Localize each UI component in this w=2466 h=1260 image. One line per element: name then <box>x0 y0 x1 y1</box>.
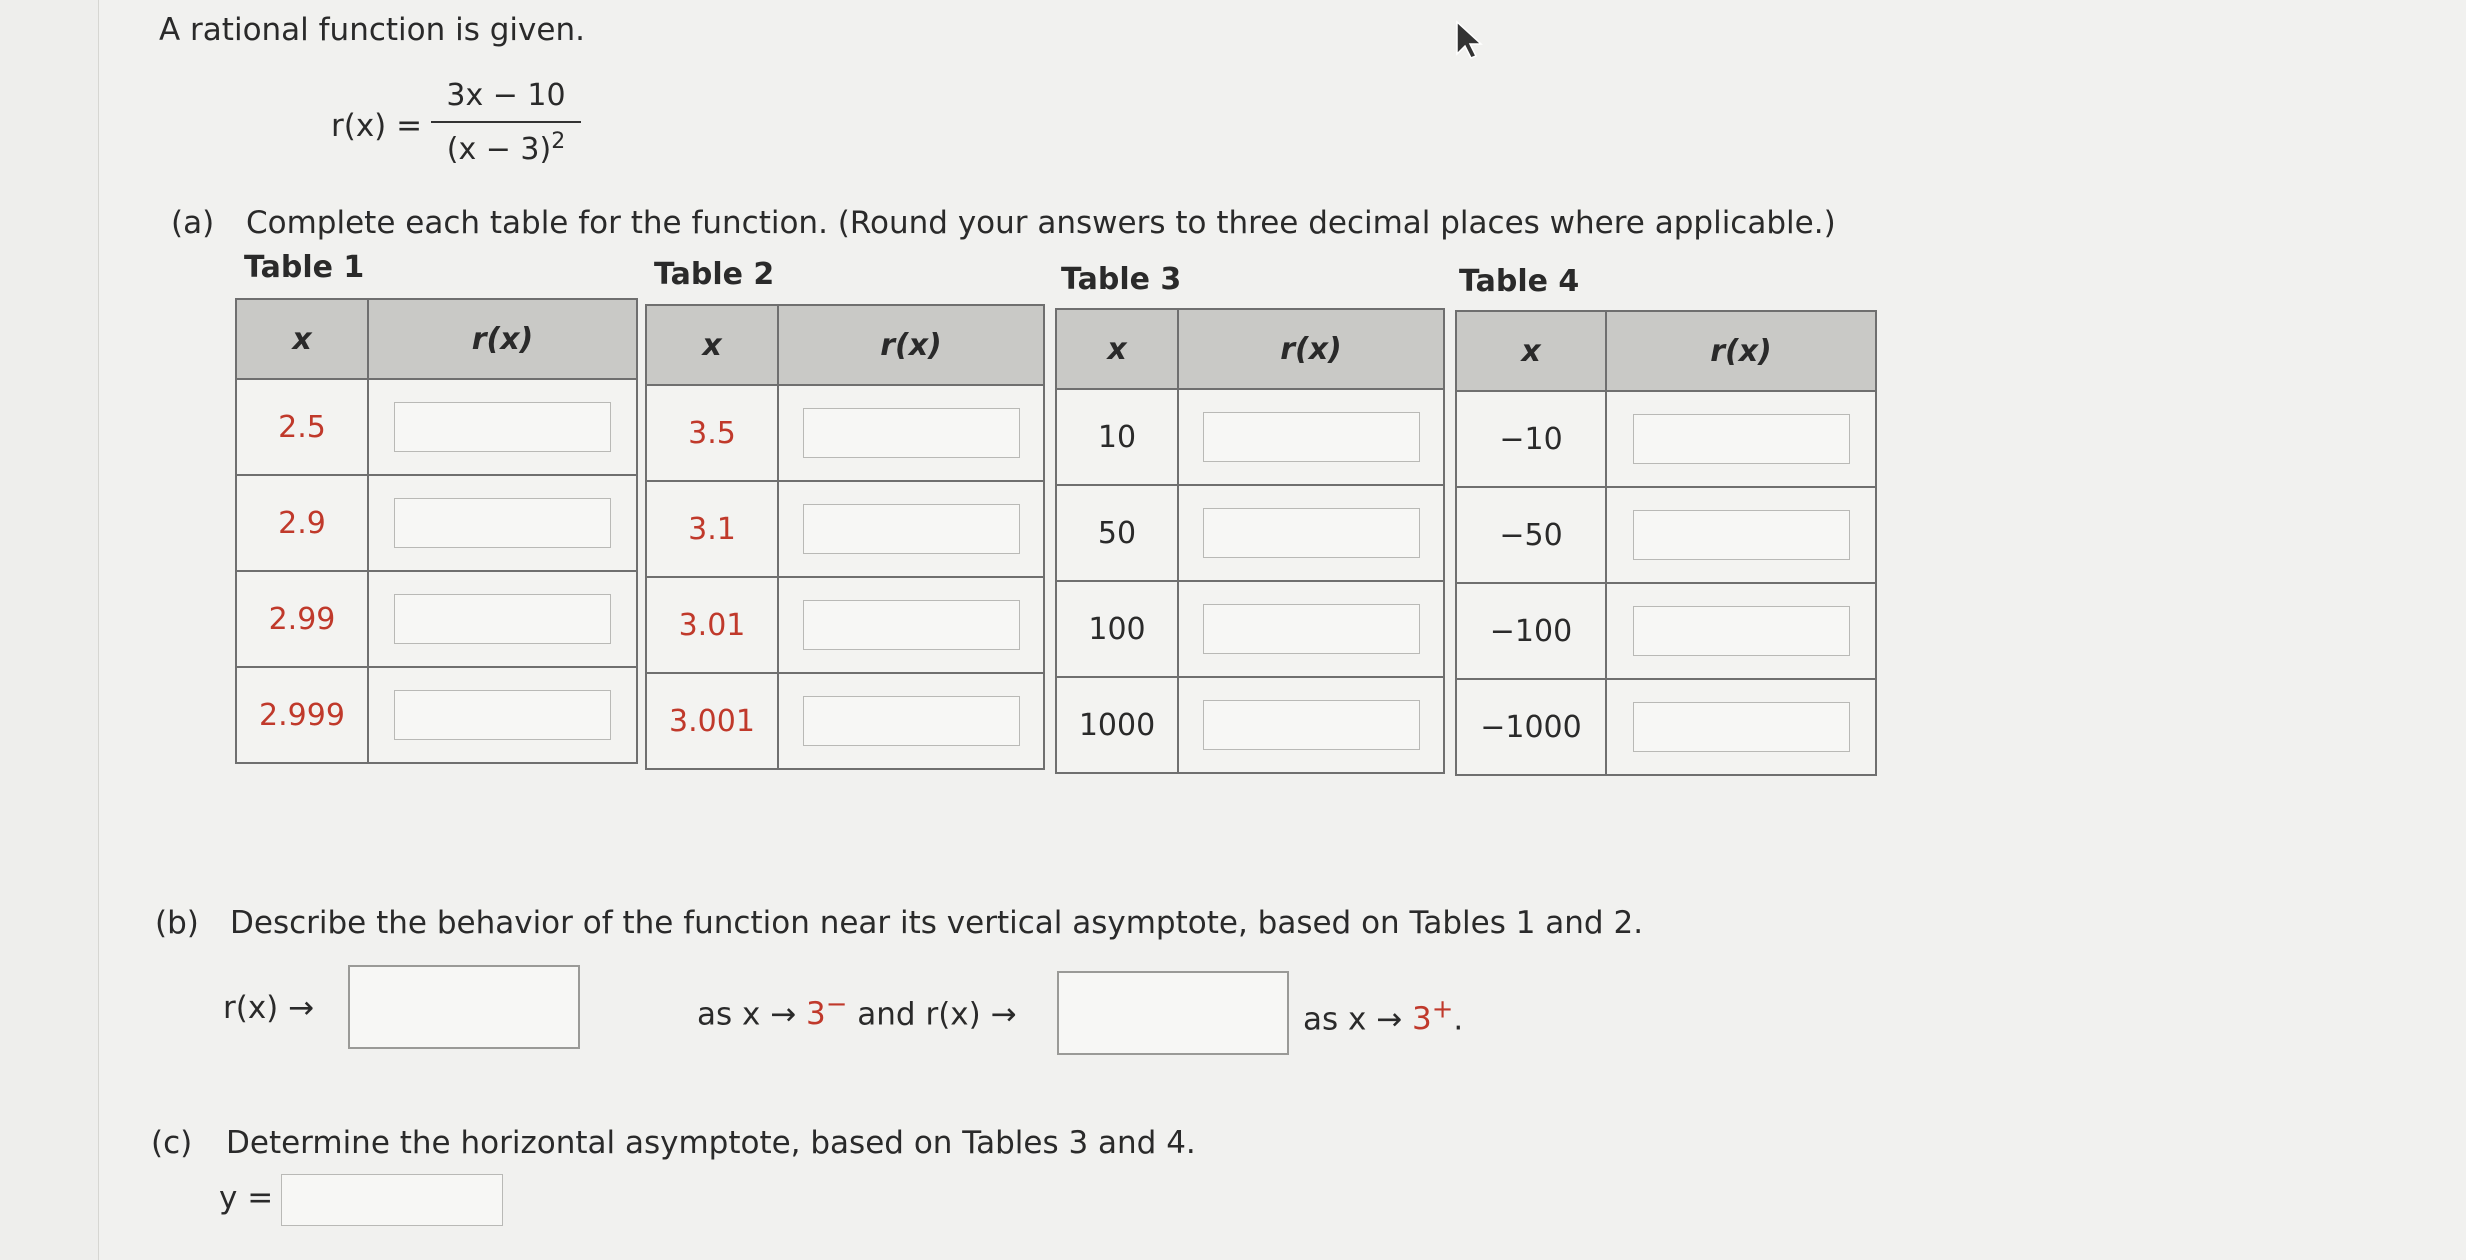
table-row <box>646 673 1044 769</box>
r-answer-input[interactable] <box>394 594 611 644</box>
table-2-r-cell <box>778 577 1044 673</box>
table-1-r-cell <box>368 571 637 667</box>
table-3-x-value: 100 <box>1056 581 1178 677</box>
table-1-x-value: 2.999 <box>236 667 368 763</box>
table-3-r-cell <box>1178 389 1444 485</box>
r-answer-input[interactable] <box>1633 606 1850 656</box>
table-4-r-cell <box>1606 487 1876 583</box>
table-3-x-header: x <box>1056 309 1178 389</box>
table-2-r-header: r(x) <box>778 305 1044 385</box>
mouse-cursor-icon <box>1449 18 1489 62</box>
question-page <box>98 0 2466 1260</box>
asymptote-behavior-row <box>223 965 1523 1055</box>
table-row <box>236 475 637 571</box>
part-b <box>155 905 1644 941</box>
r-answer-input[interactable] <box>1203 412 1420 462</box>
table-1-x-header: x <box>236 299 368 379</box>
part-b-label: (b) <box>155 905 199 941</box>
r-answer-input[interactable] <box>1203 604 1420 654</box>
r-answer-input[interactable] <box>803 408 1020 458</box>
table-2-x-value: 3.001 <box>646 673 778 769</box>
table-2 <box>645 304 1045 770</box>
table-4-r-cell <box>1606 679 1876 775</box>
table-2-title: Table 2 <box>654 257 775 292</box>
table-3-title: Table 3 <box>1061 262 1182 297</box>
table-row <box>1056 581 1444 677</box>
right-limit-input[interactable] <box>1057 971 1289 1055</box>
table-1-title: Table 1 <box>244 250 365 285</box>
table-2-x-header: x <box>646 305 778 385</box>
table-row <box>646 481 1044 577</box>
table-4-x-header: x <box>1456 311 1606 391</box>
r-answer-input[interactable] <box>803 696 1020 746</box>
part-a-label: (a) <box>171 205 215 241</box>
table-row <box>1456 487 1876 583</box>
table-row <box>236 379 637 475</box>
table-3-r-cell <box>1178 581 1444 677</box>
table-1-r-cell <box>368 667 637 763</box>
table-row <box>1456 391 1876 487</box>
part-b-text: Describe the behavior of the function near its vertical asymptote, based on Tables 1 and 2. <box>230 905 1644 941</box>
function-denominator <box>431 123 581 167</box>
r-answer-input[interactable] <box>1633 414 1850 464</box>
r-answer-input[interactable] <box>1203 508 1420 558</box>
table-2-r-cell <box>778 481 1044 577</box>
r-answer-input[interactable] <box>1633 510 1850 560</box>
left-limit-label: r(x) → <box>223 990 315 1026</box>
r-answer-input[interactable] <box>394 690 611 740</box>
table-2-x-value: 3.01 <box>646 577 778 673</box>
left-approach-value: 3− <box>806 990 848 1033</box>
table-3-x-value: 10 <box>1056 389 1178 485</box>
table-4-x-value: −1000 <box>1456 679 1606 775</box>
horizontal-asymptote-input[interactable] <box>281 1174 503 1226</box>
left-limit-input[interactable] <box>348 965 580 1049</box>
table-2-r-cell <box>778 673 1044 769</box>
part-c <box>151 1125 1196 1161</box>
table-1-x-value: 2.5 <box>236 379 368 475</box>
table-3-r-cell <box>1178 677 1444 773</box>
function-numerator: 3x − 10 <box>446 78 566 113</box>
left-approach-text: as x → 3− and r(x) → <box>697 990 1017 1033</box>
part-a <box>171 205 1836 241</box>
table-4-x-value: −100 <box>1456 583 1606 679</box>
part-c-text: Determine the horizontal asymptote, based on Tables 3 and 4. <box>226 1125 1196 1161</box>
table-4-title: Table 4 <box>1459 264 1580 299</box>
table-4 <box>1455 310 1877 776</box>
table-row <box>1456 583 1876 679</box>
table-3-x-value: 50 <box>1056 485 1178 581</box>
table-1 <box>235 298 638 764</box>
denominator-exponent: 2 <box>551 129 566 154</box>
table-3-r-header: r(x) <box>1178 309 1444 389</box>
table-2-x-value: 3.1 <box>646 481 778 577</box>
table-1-r-cell <box>368 475 637 571</box>
r-answer-input[interactable] <box>803 504 1020 554</box>
r-answer-input[interactable] <box>1203 700 1420 750</box>
table-3-r-cell <box>1178 485 1444 581</box>
table-row <box>646 385 1044 481</box>
r-answer-input[interactable] <box>394 498 611 548</box>
table-1-r-cell <box>368 379 637 475</box>
part-c-label: (c) <box>151 1125 193 1161</box>
denominator-base: (x − 3) <box>446 132 552 167</box>
table-row <box>236 667 637 763</box>
table-3 <box>1055 308 1445 774</box>
table-row <box>1456 679 1876 775</box>
table-4-x-value: −10 <box>1456 391 1606 487</box>
table-4-r-cell <box>1606 391 1876 487</box>
table-2-x-value: 3.5 <box>646 385 778 481</box>
table-row <box>1056 389 1444 485</box>
table-row <box>646 577 1044 673</box>
table-row <box>1056 485 1444 581</box>
part-a-text: Complete each table for the function. (Round your answers to three decimal places where applicable.) <box>246 205 1836 241</box>
y-label: y = <box>219 1180 274 1216</box>
table-row <box>236 571 637 667</box>
function-fraction <box>431 78 581 167</box>
table-3-x-value: 1000 <box>1056 677 1178 773</box>
table-4-r-header: r(x) <box>1606 311 1876 391</box>
horizontal-asymptote-row <box>219 1180 273 1216</box>
r-answer-input[interactable] <box>394 402 611 452</box>
right-approach-text: as x → 3+. <box>1303 995 1464 1038</box>
table-4-r-cell <box>1606 583 1876 679</box>
table-1-x-value: 2.9 <box>236 475 368 571</box>
r-answer-input[interactable] <box>803 600 1020 650</box>
right-approach-value: 3+ <box>1412 995 1454 1038</box>
table-row <box>1056 677 1444 773</box>
function-lhs: r(x) = <box>331 108 423 144</box>
intro-text: A rational function is given. <box>159 12 585 48</box>
r-answer-input[interactable] <box>1633 702 1850 752</box>
table-2-r-cell <box>778 385 1044 481</box>
table-4-x-value: −50 <box>1456 487 1606 583</box>
table-1-r-header: r(x) <box>368 299 637 379</box>
table-1-x-value: 2.99 <box>236 571 368 667</box>
